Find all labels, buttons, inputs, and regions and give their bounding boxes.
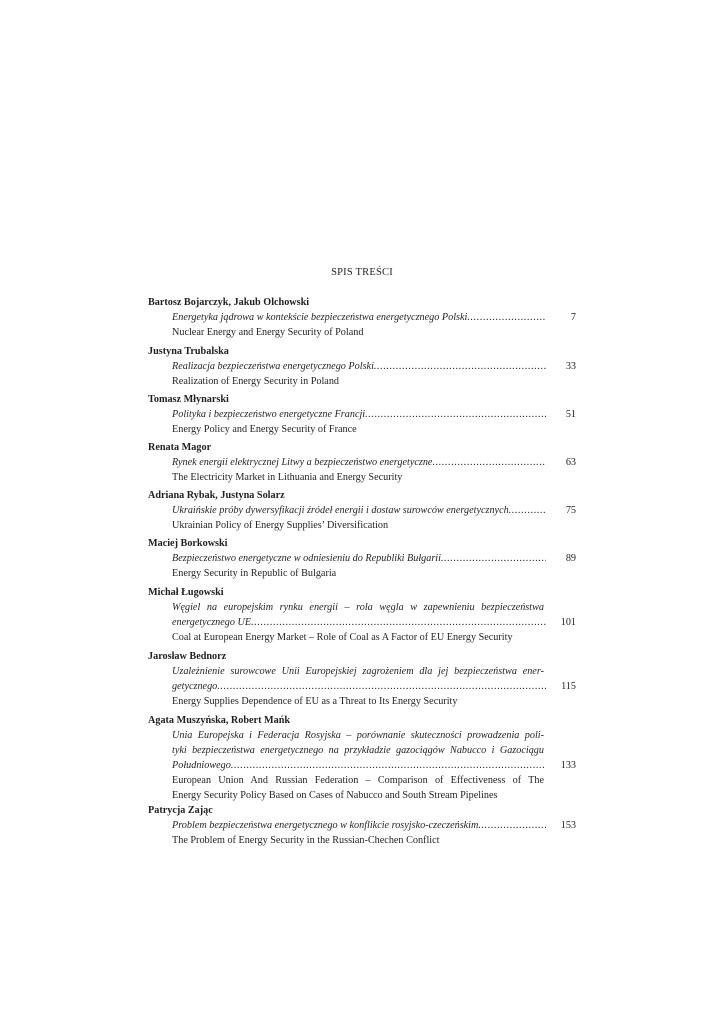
entry-title-pl-line: Unia Europejska i Federacja Rosyjska – porównanie skuteczności prowadzenia poli- xyxy=(172,730,544,741)
entry-author: Agata Muszyńska, Robert Mańk xyxy=(148,715,291,726)
entry-title-line[interactable] xyxy=(172,359,576,374)
entry-title-en: Coal at European Energy Market – Role of Coal as A Factor of EU Energy Security xyxy=(172,632,513,643)
leader-dots xyxy=(467,310,546,325)
entry-title-en: Ukrainian Policy of Energy Supplies’ Diversification xyxy=(172,520,389,531)
entry-title-pl: Południowego xyxy=(172,760,231,771)
entry-title-pl: Polityka i bezpieczeństwo energetyczne Francji xyxy=(172,409,366,420)
entry-author: Michał Ługowski xyxy=(148,587,224,598)
toc-entry xyxy=(148,488,576,533)
entry-title-en: Energy Policy and Energy Security of France xyxy=(172,424,357,435)
entry-author: Bartosz Bojarczyk, Jakub Olchowski xyxy=(148,297,310,308)
toc-entry xyxy=(148,585,576,645)
entry-author: Patrycja Zając xyxy=(148,805,213,816)
leader-dots xyxy=(509,503,546,518)
entry-title-pl-line: Uzależnienie surowcowe Unii Europejskiej zagrożeniem dla jej bezpieczeństwa ener- xyxy=(172,666,544,677)
entry-title-pl-line: tyki bezpieczeństwa energetycznego na przykładzie gazociągów Nabucco i Gazociągu xyxy=(172,745,544,756)
page-number: 33 xyxy=(565,361,576,372)
entry-author: Adriana Rybak, Justyna Solarz xyxy=(148,490,285,501)
toc-entry xyxy=(148,649,576,709)
entry-title-en: Energy Security Policy Based on Cases of Nabucco and South Stream Pipelines xyxy=(172,790,498,801)
entry-title-pl: energetycznego UE xyxy=(172,617,252,628)
entry-title-pl: getycznego xyxy=(172,681,218,692)
page-number: 101 xyxy=(560,617,576,628)
entry-title-pl: Rynek energii elektrycznej Litwy a bezpieczeństwo energetyczne xyxy=(172,457,433,468)
leader-dots xyxy=(478,818,546,833)
page-number: 75 xyxy=(565,505,576,516)
entry-title-en: Realization of Energy Security in Poland xyxy=(172,376,340,387)
entry-title-line[interactable] xyxy=(172,310,576,325)
toc-entry xyxy=(148,344,576,389)
entry-author: Jarosław Bednorz xyxy=(148,651,227,662)
toc-entry xyxy=(148,803,576,848)
entry-title-pl: Problem bezpieczeństwa energetycznego w konflikcie rosyjsko-czeczeńskim xyxy=(172,820,479,831)
entry-author: Tomasz Młynarski xyxy=(148,394,229,405)
page-number: 7 xyxy=(570,312,576,323)
toc-entry xyxy=(148,440,576,485)
entry-title-en: Energy Security in Republic of Bulgaria xyxy=(172,568,337,579)
entry-title-pl-line: Węgiel na europejskim rynku energii – rola węgla w zapewnieniu bezpieczeństwa xyxy=(172,602,544,613)
toc-entry xyxy=(148,713,576,803)
entry-title-line[interactable] xyxy=(172,551,576,566)
page-number: 153 xyxy=(560,820,576,831)
page-number: 133 xyxy=(560,760,576,771)
entry-title-line[interactable] xyxy=(172,615,576,630)
leader-dots xyxy=(441,551,546,566)
toc-heading: SPIS TREŚCI xyxy=(331,267,393,278)
entry-title-en: The Problem of Energy Security in the Russian-Chechen Conflict xyxy=(172,835,440,846)
entry-title-pl: Bezpieczeństwo energetyczne w odniesieniu do Republiki Bułgarii xyxy=(172,553,441,564)
leader-dots xyxy=(432,455,546,470)
entry-title-pl: Ukraińskie próby dywersyfikacji źródeł energii i dostaw surowców energetycznych xyxy=(172,505,509,516)
leader-dots xyxy=(217,679,546,694)
entry-author: Renata Magor xyxy=(148,442,212,453)
entry-author: Maciej Borkowski xyxy=(148,538,228,549)
entry-title-line[interactable] xyxy=(172,818,576,833)
entry-title-pl: Energetyka jądrowa w kontekście bezpieczeństwa energetycznego Polski xyxy=(172,312,468,323)
page-number: 115 xyxy=(561,681,576,692)
leader-dots xyxy=(231,758,546,773)
page-number: 89 xyxy=(565,553,576,564)
table-of-contents xyxy=(148,295,576,848)
entry-title-line[interactable] xyxy=(172,407,576,422)
toc-entry xyxy=(148,536,576,581)
leader-dots xyxy=(374,359,546,374)
toc-entry xyxy=(148,392,576,437)
leader-dots xyxy=(365,407,546,422)
entry-title-line[interactable] xyxy=(172,758,576,773)
page-number: 63 xyxy=(565,457,576,468)
entry-title-line[interactable] xyxy=(172,503,576,518)
entry-title-pl: Realizacja bezpieczeństwa energetycznego Polski xyxy=(172,361,374,372)
toc-entry xyxy=(148,295,576,340)
entry-title-line[interactable] xyxy=(172,679,576,694)
leader-dots xyxy=(251,615,546,630)
entry-author: Justyna Trubalska xyxy=(148,346,229,357)
entry-title-en: European Union And Russian Federation – Comparison of Effectiveness of The xyxy=(172,775,544,786)
entry-title-en: Nuclear Energy and Energy Security of Poland xyxy=(172,327,364,338)
entry-title-line[interactable] xyxy=(172,455,576,470)
page-number: 51 xyxy=(565,409,576,420)
entry-title-en: The Electricity Market in Lithuania and Energy Security xyxy=(172,472,403,483)
entry-title-en: Energy Supplies Dependence of EU as a Threat to Its Energy Security xyxy=(172,696,458,707)
